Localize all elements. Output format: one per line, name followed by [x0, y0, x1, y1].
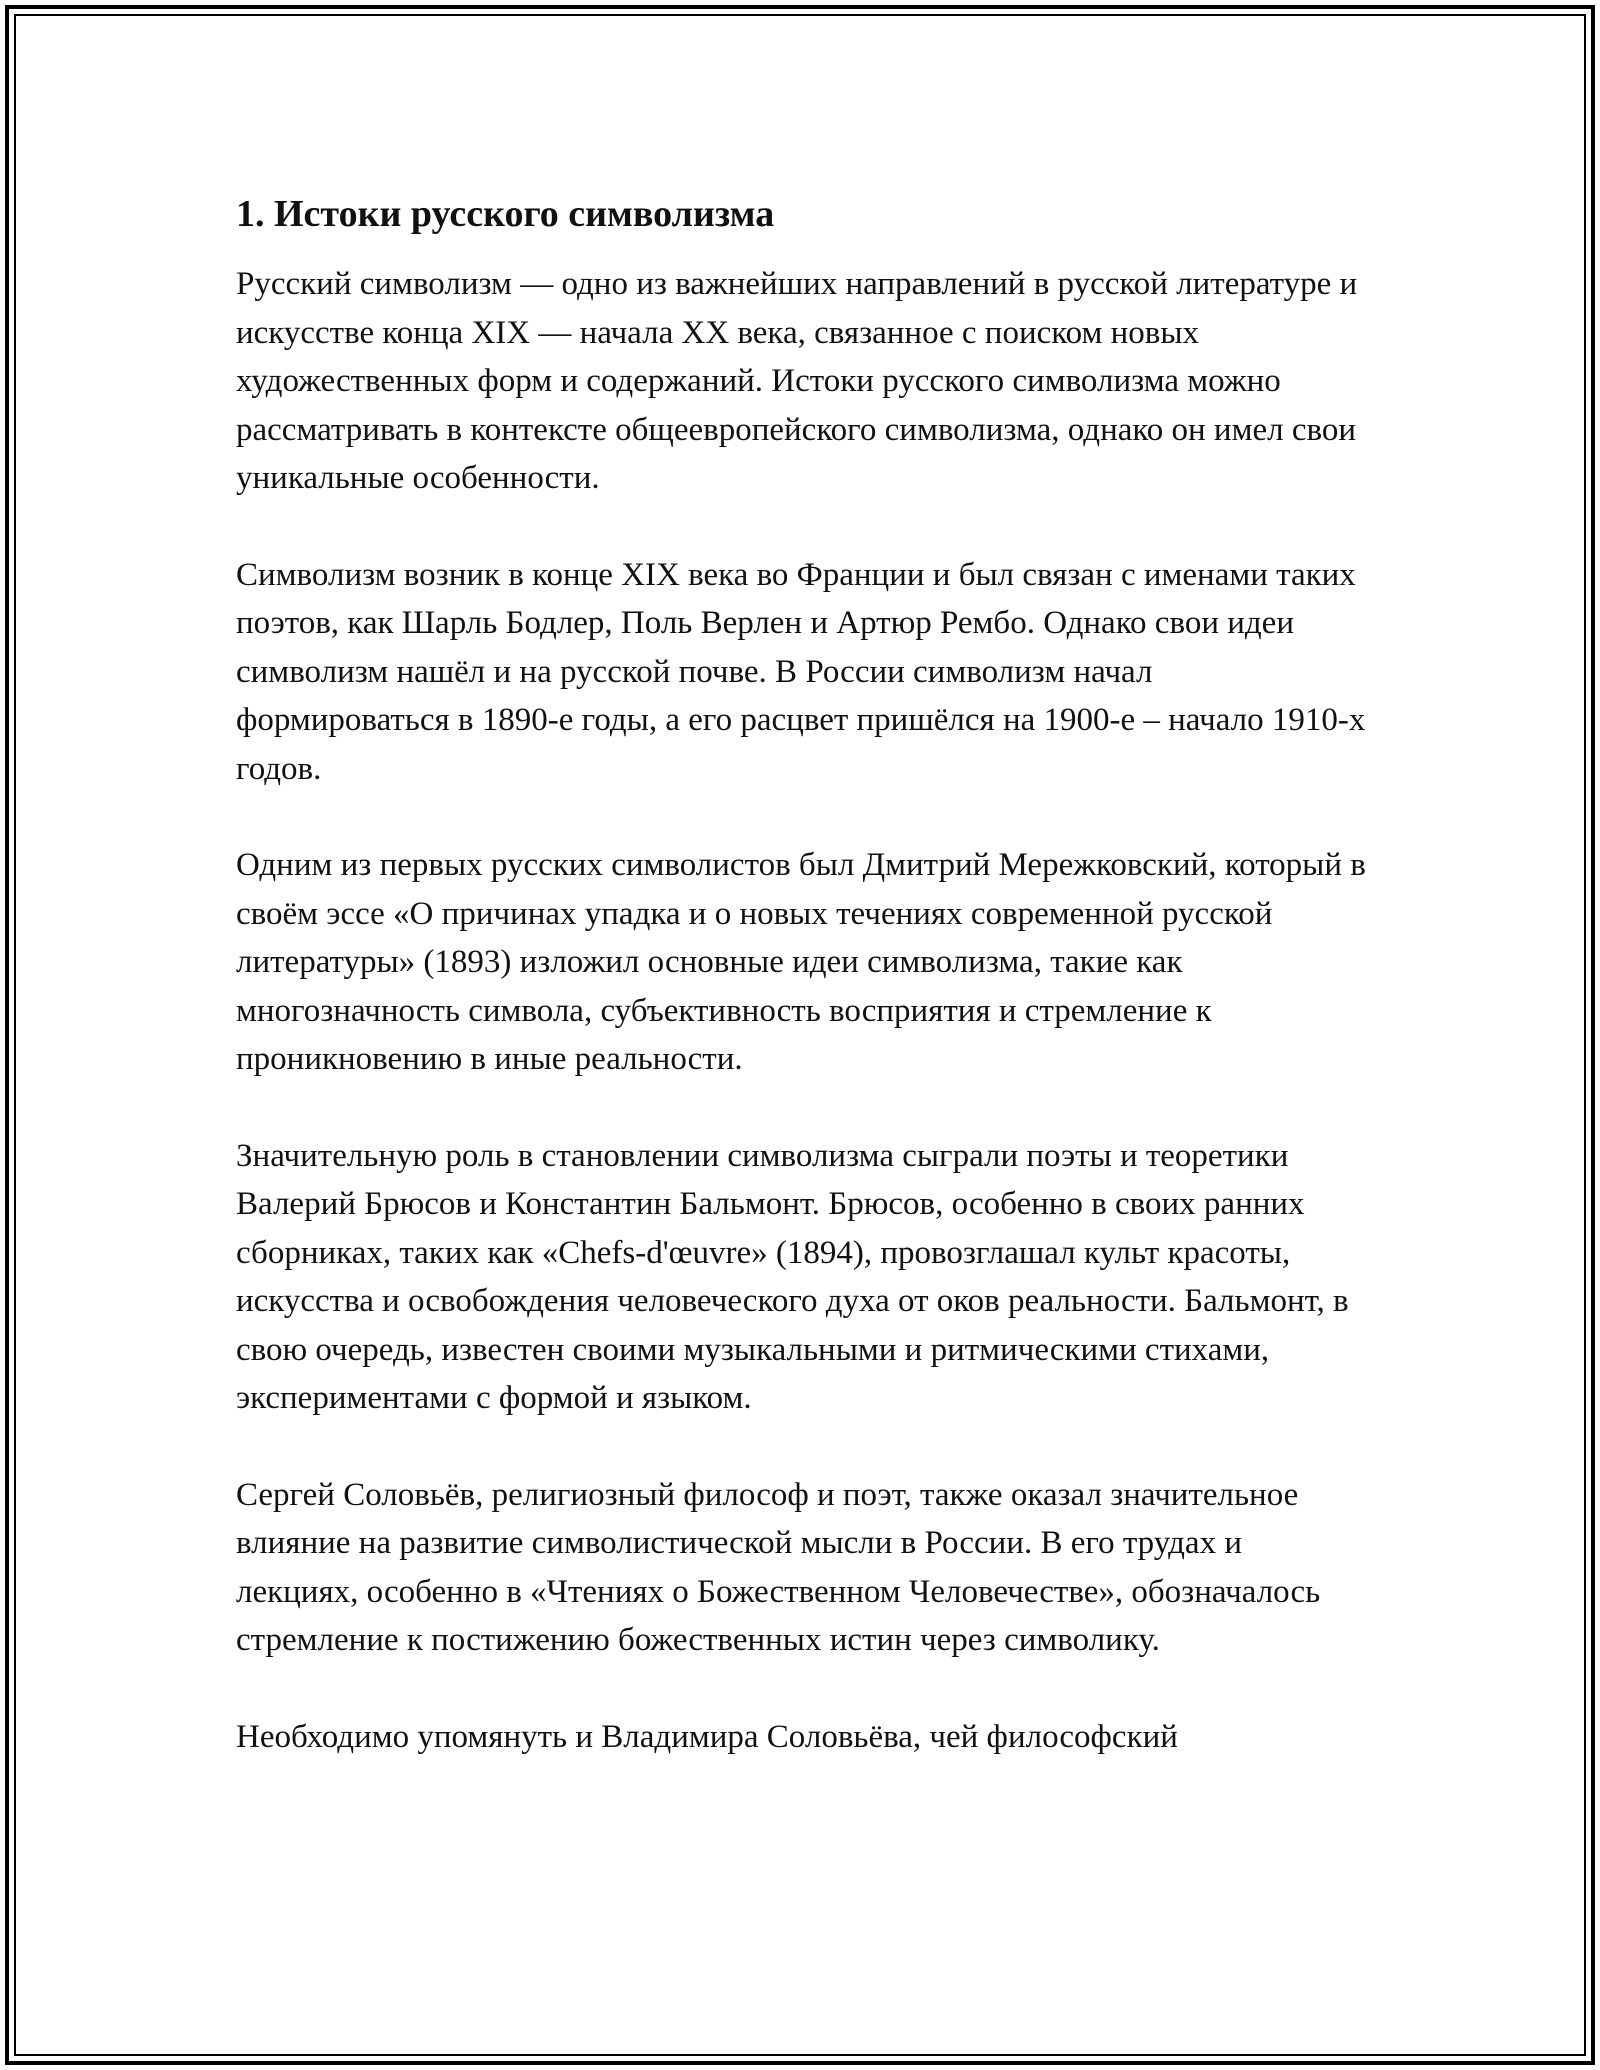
paragraph-merezhkovsky: Одним из первых русских символистов был Дмитрий Мережковский, который в своём эссе «О причинах упадка и о новых течениях современной русской литературы» (1893) изложил основные идеи символизма, такие как многозначность символа, субъективность восприятия и стремление к проникновению в иные реальности. — [236, 847, 1366, 1077]
paragraph-sergey-solovyov: Сергей Соловьёв, религиозный философ и поэт, также оказал значительное влияние на развитие символистической мысли в России. В его трудах и лекциях, особенно в «Чтениях о Божественном Человечестве», обозначалось стремление к постижению божественных истин через символику. — [236, 1476, 1321, 1658]
paragraph-vladimir-solovyov: Необходимо упомянуть и Владимира Соловьёва, чей философский — [236, 1718, 1178, 1755]
paragraph-france: Символизм возник в конце XIX века во Франции и был связан с именами таких поэтов, как Шарль Бодлер, Поль Верлен и Артюр Рембо. Однако свои идеи символизм нашёл и на русской почве. В России символизм начал формироваться в 1890-е годы, а его расцвет пришёлся на 1900-е – начало 1910-х годов. — [236, 556, 1366, 787]
paragraph-origins: Русский символизм — одно из важнейших направлений в русской литературе и искусстве конца XIX — начала XX века, связанное с поиском новых художественных форм и содержаний. Истоки русского символизма можно рассматривать в контексте общеевропейского символизма, однако он имел свои уникальные особенности. — [236, 266, 1358, 496]
document-body — [236, 188, 1366, 1809]
section-heading: 1. Истоки русского символизма — [236, 193, 775, 235]
paragraph-bryusov-balmont: Значительную роль в становлении символизма сыграли поэты и теоретики Валерий Брюсов и Константин Бальмонт. Брюсов, особенно в своих ранних сборниках, таких как «Chefs-d'œuvre» (1894), провозглашал культ красоты, искусства и освобождения человеческого духа от оков реальности. Бальмонт, в свою очередь, известен своими музыкальными и ритмическими стихами, экспериментами с формой и языком. — [236, 1137, 1349, 1416]
